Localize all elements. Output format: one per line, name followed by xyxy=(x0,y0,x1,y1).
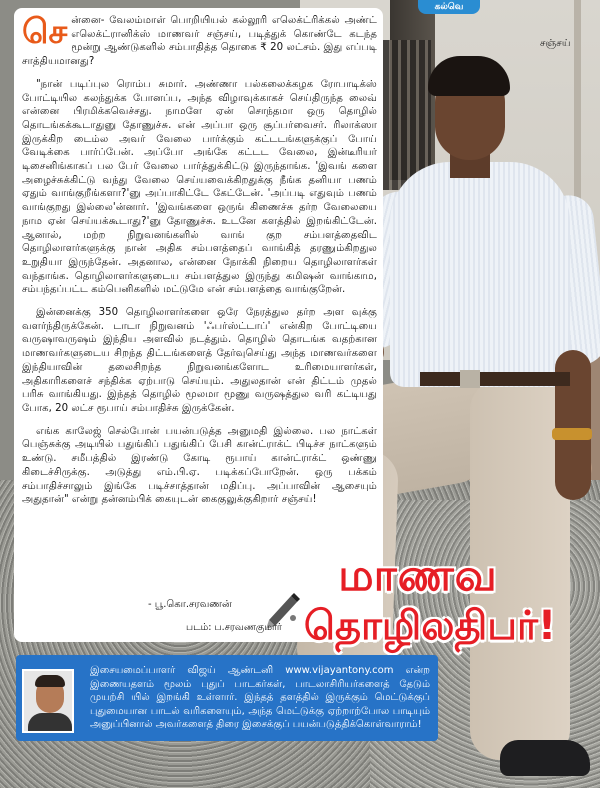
photo-credit: படம்: ப.சரவணகுமார் xyxy=(186,622,282,633)
person-hair xyxy=(428,56,510,96)
article-paragraph: இன்னைக்கு 350 தொழிலாளர்களை ஒரே நேரத்துல தர்ற அள வுக்கு வளர்ந்திருக்கேன். டாடா நிறுவனம் 'ஃபர்ஸ்ட்டாப்' என்கிற போட்டியை வருஷாவருஷம் இந்திய அளவில் நடத்தும். தொழில் தொடங்க வதற்கான மாணவர்களுடைய சிறந்த திட்டங்களைத் தேர்வுசெய்து அந்த மாணவர்களை இந்தியாவின் தலைசிறந்த நிறுவனங்களோட உரிமையாளர்கள், அதிகாரிகளைச் சந்திக்க ஏற்பாடு செய்யும். அதுலதான் என் திட்டம் முதல் பரிசு வாங்கியது. இந்தத் தொழில் மூலமா மூணு வருஷத்துல வரி கட்டியது போக, 20 லட்ச ரூபாய் சம்பாதிச்சு இருக்கேன். xyxy=(22,307,377,414)
sidebar-text-start: இசையமைப்பாளர் விஜய் ஆண்டனி xyxy=(90,665,286,676)
watch xyxy=(552,428,592,440)
person-shirt xyxy=(390,162,570,387)
author-byline: - பூ.கொ.சரவணன் xyxy=(148,599,232,610)
headline-line-2: தொழிலதிபர்! xyxy=(303,603,557,649)
belt xyxy=(420,372,570,386)
website-link[interactable]: www.vijayantony.com xyxy=(285,665,394,676)
portrait-hair xyxy=(35,675,65,687)
article-paragraph: "நான் படிப்புல ரொம்ப சுமார். அண்ணா பல்கலைக்கழக ரோபாடிக்ஸ் போட்டியில கலந்துக்க போனப்ப, அந்த விழாவுக்காகச் செய்திருந்த லைவ் என்னை பிரமிக்கவெச்சது. நாமளே ஏன் சொந்தமா ஒரு தொழில் தொடங்கக்கூடாதுனு தோணுச்சு. என் அப்பா ஒரு சூப்பர்வைசர். ரிலாக்ஸா இருக்கிற டைம்ல அவர் வேலை பார்க்கும் கட்டடங்களுக்குப் போய் வேடிக்கை பார்ப்பேன். அப்போ அங்கே கட்டட வேலை, இன்டீரியர் டிசைனிங்காகப் பல பேர் வேலை பார்த்துக்கிட்டு இருந்தாங்க. 'இவங் களை அழைச்சுக்கிட்டு வந்து வேலை செய்யவைக்கிறதுக்கு நீங்க தனியா பணம் ஏதும் வாங்குறீங்களா?'னு அப்பாகிட்டே கேட்டேன். 'அப்படி எதுவும் பணம் வாங்குறது இல்லை'ன்னார். 'இவங்களை ஒருங் கிணைச்சு தர்ற வேலையை நாம ஏன் செய்யக்கூடாது?'னு தோணுச்சு. உடனே களத்தில் இறங்கிட்டேன். ஆனால், மற்ற நிறுவனங்களில் வாங் குற சம்பளத்தைவிட தொழிலாளர்களுக்கு நான் அதிக சம்பளத்தைப் வாங்கித் தரணும்கிறதுல உறுதியா இருந்தேன். அதனால, என்னை நோக்கி நிறைய தொழிலாளர்கள் வந்தாங்க. தொழிலாளர்களுடைய சம்பளத்துல இருந்து கமிஷன் வாங்காம, சம்பந்தப்பட்ட கம்பெனிகளில் மட்டுமே என் சம்பளத்தை வாங்குறேன். xyxy=(22,78,377,296)
article-body xyxy=(22,14,377,516)
article-paragraph-intro xyxy=(22,14,377,69)
drop-cap: செ xyxy=(22,12,68,52)
section-badge: கல்வெ xyxy=(418,0,480,14)
portrait-body xyxy=(28,713,72,733)
headline-line-1: மாணவ xyxy=(338,550,498,601)
photo-caption: சஞ்சய் xyxy=(540,38,571,49)
article-paragraph: எங்க காலேஜ் செல்போன் பயன்படுத்த அனுமதி இல்லை. பல நாட்கள் பெஞ்சுக்கு அடியில் பதுங்கிப் பதுங்கிப் பேசி கான்ட்ராக்ட் பிடிச்ச நாட்களும் உண்டு. சமீபத்தில் இரண்டு கோடி ரூபாய் கான்ட்ராக்ட் ஒண்ணு கிடைச்சிருக்கு. அடுத்து எம்.பி.ஏ. படிக்கப்போறேன். ஒரு பக்கம் சம்பாதிச்சாலும் இங்கே படிச்சாத்தான் மதிப்பு. அப்பாவின் ஆசையும் அதுதான்" என்று தன்னம்பிக் கையுடன் கைகுலுக்குகிறார் சஞ்சய்! xyxy=(22,425,377,506)
person-shoe xyxy=(500,740,590,776)
intro-text: ன்னை- வேலம்மாள் பொறியியல் கல்லூரி எலெக்ட்ரிக்கல் அண்ட் எலெக்ட்ரானிக்ஸ் மாணவர் சஞ்சய், படித்துக் கொண்டே கடந்த மூன்று ஆண்டுகளில் சம்பாதித்த தொகை ₹ 20 லட்சம். இது எப்படி சாத்தியமானது? xyxy=(22,15,377,68)
sidebar-portrait xyxy=(22,669,74,733)
sidebar-text xyxy=(90,664,430,732)
belt-buckle xyxy=(460,370,480,388)
sidebar-text-end: என்ற இணையதளம் மூலம் புதுப் பாடகர்கள், பாடலாசிரியர்களைத் தேடும் முயற்சி யில் இறங்கி உள்ளார். இந்தத் தளத்தில் இருக்கும் மெட்டுக்குப் புதுமையான பாடல் வரிகளையும், அந்த மெட்டுக்கு ஏற்றாற்போல பாடியும் அனுப்பினால் அவர்களைத் திரை இசைக்குப் பயன்படுத்திக்கொள்வாராம்! xyxy=(90,665,430,730)
